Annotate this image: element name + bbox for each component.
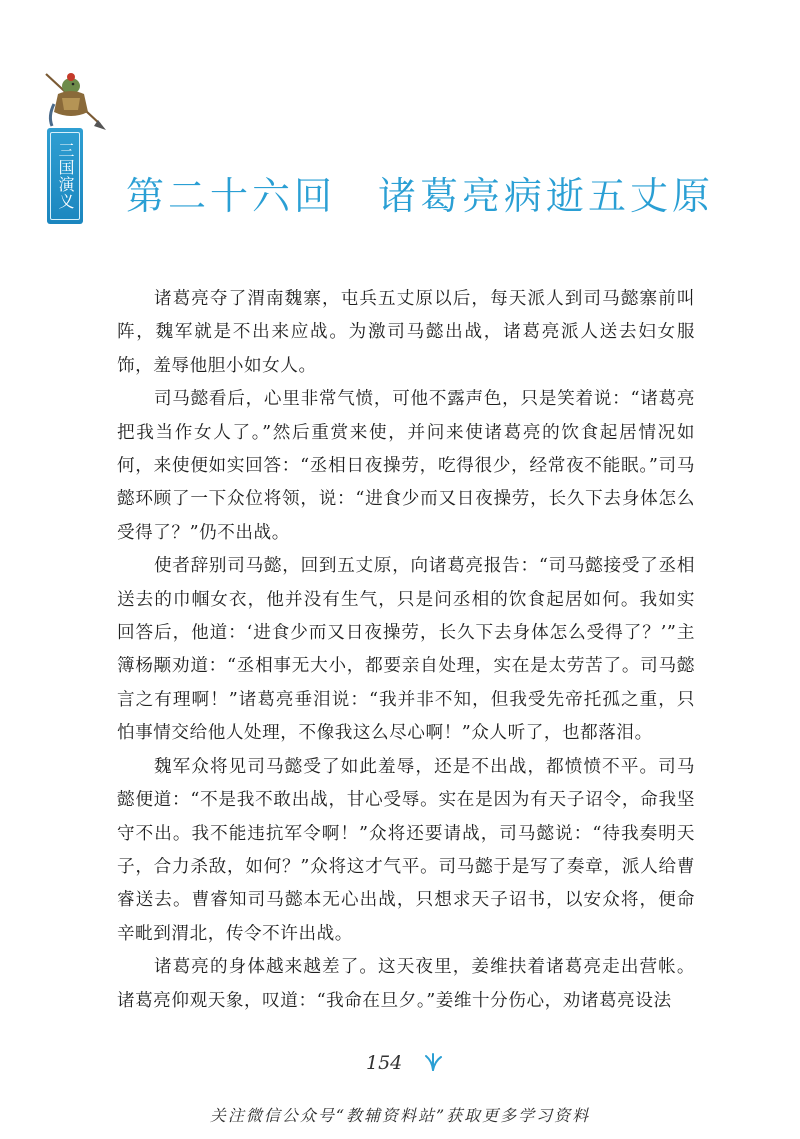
chapter-title: 第二十六回 诸葛亮病逝五丈原 [125, 174, 714, 218]
paragraph: 使者辞别司马懿，回到五丈原，向诸葛亮报告：“司马懿接受了丞相送去的巾帼女衣，他并没有生气，只是问丞相的饮食起居如何。我如实回答后，他道：‘进食少而又日夜操劳，长久下去身体怎么受得了？’”主簿杨颙劝道：“丞相事无大小，都要亲自处理，实在是太劳苦了。司马懿言之有理啊！”诸葛亮垂泪说：“我并非不知，但我受先帝托孤之重，只怕事情交给他人处理，不像我这么尽心啊！”众人听了，也都落泪。 [117, 556, 695, 744]
page-number: 154 [366, 1052, 403, 1074]
paragraph: 魏军众将见司马懿受了如此羞辱，还是不出战，都愤愤不平。司马懿便道：“不是我不敢出战，甘心受辱。实在是因为有天子诏令，命我坚守不出。我不能违抗军令啊！”众将还要请战，司马懿说：“待我奏明天子，合力杀敌，如何？”众将这才气平。司马懿于是写了奏章，派人给曹睿送去。曹睿知司马懿本无心出战，只想求天子诏书，以安众将，便命辛毗到渭北，传令不许出战。 [117, 756, 695, 944]
warrior-emblem-icon [40, 64, 106, 132]
paragraph: 司马懿看后，心里非常气愤，可他不露声色，只是笑着说：“诸葛亮把我当作女人了。”然后重赏来使，并问来使诸葛亮的饮食起居情况如何，来使便如实回答：“丞相日夜操劳，吃得很少，经常夜不能眠。”司马懿环顾了一下众位将领，说：“进食少而又日夜操劳，长久下去身体怎么受得了？”仍不出战。 [117, 389, 695, 543]
paragraph: 诸葛亮的身体越来越差了。这天夜里，姜维扶着诸葛亮走出营帐。诸葛亮仰观天象，叹道：“我命在旦夕。”姜维十分伤心，劝诸葛亮设法 [117, 957, 695, 1011]
body-text [117, 283, 695, 1018]
side-tab [47, 128, 83, 224]
footer-note: 关注微信公众号“教辅资料站”获取更多学习资料 [209, 1106, 591, 1125]
side-tab-label: 三国演义 [50, 132, 80, 220]
paragraph: 诸葛亮夺了渭南魏寨，屯兵五丈原以后，每天派人到司马懿寨前叫阵，魏军就是不出来应战。为激司马懿出战，诸葛亮派人送去妇女服饰，羞辱他胆小如女人。 [117, 289, 695, 376]
grass-sprout-icon [423, 1053, 443, 1071]
